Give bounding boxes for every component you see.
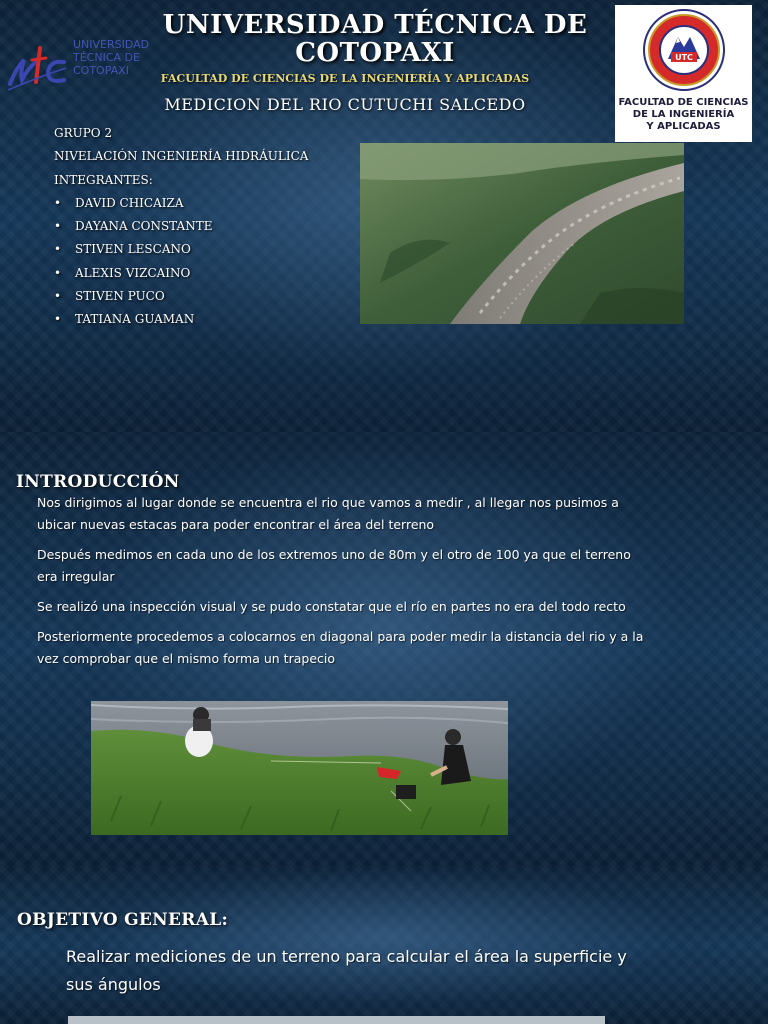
group-info: [54, 125, 308, 335]
member-name: STIVEN LESCANO: [75, 242, 191, 257]
utc-logo-text: UNIVERSIDAD TÉCNICA DE COTOPAXI: [73, 38, 150, 77]
faculty-name: FACULTAD DE CIENCIAS DE LA INGENIERÍA Y APLICADAS: [160, 72, 530, 85]
objective-slide: [0, 866, 768, 1024]
list-item: • DAVID CHICAIZA: [54, 195, 184, 210]
title-slide: [0, 0, 768, 432]
utc-logo-icon: [6, 38, 70, 94]
university-title: UNIVERSIDAD TÉCNICA DE COTOPAXI: [162, 10, 588, 69]
members-list: [54, 195, 308, 335]
utc-logo: [6, 38, 158, 94]
members-label: INTEGRANTES:: [54, 172, 153, 187]
member-name: DAYANA CONSTANTE: [75, 219, 213, 234]
introduction-heading: INTRODUCCIÓN: [16, 472, 180, 493]
member-name: STIVEN PUCO: [75, 289, 165, 304]
objective-text: Realizar mediciones de un terreno para calcular el área la superficie y sus ángulos: [66, 947, 627, 994]
faculty-logo-caption: FACULTAD DE CIENCIAS DE LA INGENIERÍA Y APLICADAS: [618, 97, 749, 132]
introduction-slide: [0, 432, 768, 866]
paragraph: Posteriormente procedemos a colocarnos en diagonal para poder medir la distancia del rio y a la vez comprobar que el mismo forma un trapecio: [37, 629, 644, 666]
member-name: TATIANA GUAMAN: [75, 312, 195, 327]
member-name: DAVID CHICAIZA: [75, 195, 184, 210]
course-name: NIVELACIÓN INGENIERÍA HIDRÁULICA: [54, 149, 309, 164]
member-name: ALEXIS VIZCAINO: [75, 265, 191, 280]
aerial-river-photo: [360, 143, 684, 324]
paragraph: Se realizó una inspección visual y se pudo constatar que el río en partes no era del todo recto: [37, 599, 626, 614]
river-fieldwork-photo: [91, 701, 508, 835]
list-item: • TATIANA GUAMAN: [54, 312, 195, 327]
image-top-edge: [68, 1016, 605, 1024]
list-item: • ALEXIS VIZCAINO: [54, 265, 191, 280]
introduction-body: [37, 492, 652, 678]
list-item: • STIVEN LESCANO: [54, 242, 191, 257]
objective-heading: OBJETIVO GENERAL:: [17, 910, 229, 931]
presentation-subtitle: MEDICION DEL RIO CUTUCHI SALCEDO: [164, 95, 526, 114]
faculty-logo: [615, 5, 752, 142]
university-seal-icon: [643, 7, 725, 93]
seal-letters: UTC: [675, 53, 693, 62]
list-item: • DAYANA CONSTANTE: [54, 219, 213, 234]
paragraph: Nos dirigimos al lugar donde se encuentra el rio que vamos a medir , al llegar nos pusimos a ubicar nuevas estacas para poder encontrar el área del terreno: [37, 495, 619, 532]
paragraph: Después medimos en cada uno de los extremos uno de 80m y el otro de 100 ya que el terreno era irregular: [37, 547, 631, 584]
group-number: GRUPO 2: [54, 126, 113, 140]
list-item: • STIVEN PUCO: [54, 289, 165, 304]
